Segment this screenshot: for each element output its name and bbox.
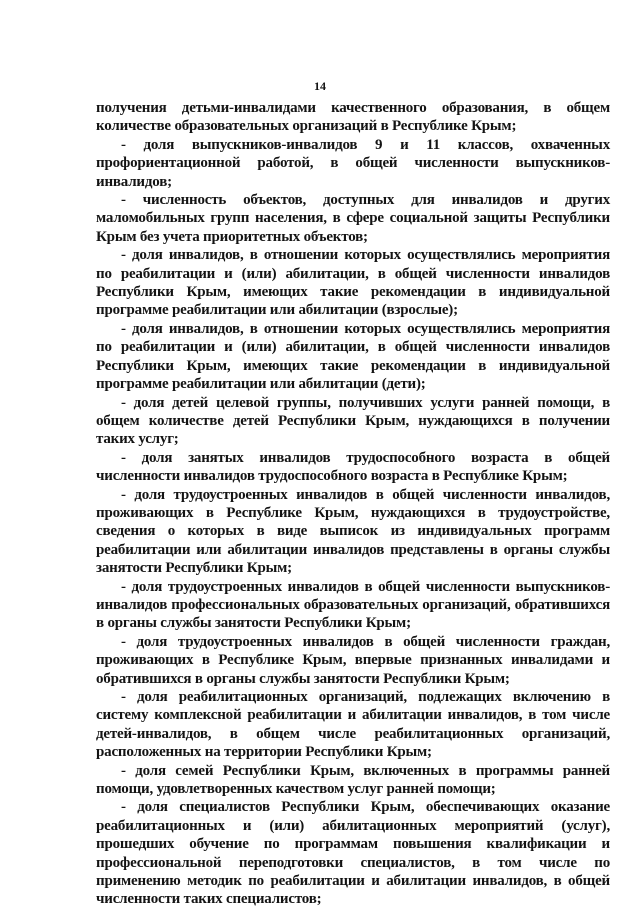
paragraph-employed-by-programs: - доля трудоустроенных инвалидов в общей численности инвалидов, проживающих в Республике Крым, нуждающихся в трудоустройстве, сведения о которых в виде выписок из индивидуальных программ реабилитации или абилитации инвалидов представлены в органы службы занятости Республики Крым; (96, 486, 610, 577)
paragraph-families-early-help: - доля семей Республики Крым, включенных в программы ранней помощи, удовлетворенных качеством услуг ранней помощи; (96, 762, 610, 798)
page-number: 14 (314, 79, 326, 93)
paragraph-continuation: получения детьми-инвалидами качественного образования, в общем количестве образовательных организаций в Республике Крым; (96, 100, 610, 135)
paragraph-accessible-objects: - численность объектов, доступных для инвалидов и других маломобильных групп населения, в сфере социальной защиты Республики Крым без учета приоритетных объектов; (96, 192, 610, 245)
paragraph-graduates-career-guidance: - доля выпускников-инвалидов 9 и 11 классов, охваченных профориентационной работой, в общей численности выпускников-инвалидов; (96, 136, 610, 190)
paragraph-trained-specialists: - доля специалистов Республики Крым, обеспечивающих оказание реабилитационных и (или) абилитационных мероприятий (услуг), прошедших обучение по программам повышения квалификации и профессиональной переподготовки специалистов, в том числе по применению методик по реабилитации и абилитации инвалидов, в общей численности таких специалистов; (96, 799, 610, 908)
document-body (96, 99, 610, 909)
paragraph-employed-first-recognized: - доля трудоустроенных инвалидов в общей численности граждан, проживающих в Республике Крым, впервые признанных инвалидами и обратившихся в органы службы занятости Республики Крым; (96, 633, 610, 687)
paragraph-rehabilitation-children: - доля инвалидов, в отношении которых осуществлялись мероприятия по реабилитации и (или) абилитации, в общей численности инвалидов Республики Крым, имеющих такие рекомендации в индивидуальной программе реабилитации или абилитации (дети); (96, 320, 610, 393)
paragraph-early-help-children: - доля детей целевой группы, получивших услуги ранней помощи, в общем количестве детей Республики Крым, нуждающихся в получении таких услуг; (96, 394, 610, 448)
paragraph-employed-working-age: - доля занятых инвалидов трудоспособного возраста в общей численности инвалидов трудоспособного возраста в Республике Крым; (96, 449, 610, 485)
paragraph-rehab-organizations: - доля реабилитационных организаций, подлежащих включению в систему комплексной реабилитации и абилитации инвалидов, в том числе детей-инвалидов, в общем числе реабилитационных организаций, расположенных на территории Республики Крым; (96, 689, 610, 761)
paragraph-rehabilitation-adults: - доля инвалидов, в отношении которых осуществлялись мероприятия по реабилитации и (или) абилитации, в общей численности инвалидов Республики Крым, имеющих такие рекомендации в индивидуальной программе реабилитации или абилитации (взрослые); (96, 247, 610, 319)
paragraph-employed-graduates: - доля трудоустроенных инвалидов в общей численности выпускников-инвалидов профессиональных образовательных организаций, обратившихся в органы службы занятости Республики Крым; (96, 578, 610, 632)
